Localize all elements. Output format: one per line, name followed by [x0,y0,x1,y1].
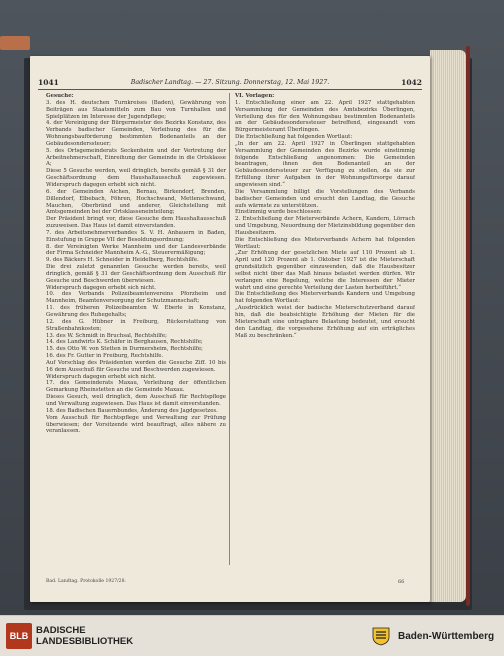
paragraph: 5. des Ortsgemeinderats Seckenheim und der Vertretung der Arbeitnehmerschaft, Einreihung der Gemeinde in die Ortsklasse A; [46,147,226,168]
page-header [38,75,422,89]
paragraph: 12. des G. Hübner in Freiburg, Rückerstattung von Straßenbahnkosten; [46,318,226,332]
paragraph: Vom Ausschuß für Rechtspflege und Verwaltung zur Prüfung überwiesen; der Vorsitzende wird beauftragt, alles nähere zu veranlassen. [46,414,226,435]
viewer-footer-bar [0,615,504,656]
page-edges [430,50,466,602]
paragraph: 2. Entschließung der Mieterverbände Achern, Kandern, Lörrach und Umgebung, Neuordnung der Mietzinsbildung gegenüber den Hausbesitzern. [235,216,415,236]
blb-name-line1: BADISCHE [36,625,86,636]
paragraph: „In der am 22. April 1927 in Überlingen stattgehabten Versammlung der Gemeinden des Bezirks wurde einstimmig folgende Entschließung angenommen: Die Gemeinden beantragen, ihnen den Bodenanteil an der Gebäudesonderssteuer zur Verfügung zu stellen, da sie zur Erfüllung ihrer Aufgaben in der Wohnungsfürsorge darauf angewiesen sind.“ [235,140,415,188]
paragraph: 6. der Gemeinden Aichen, Bernau, Birkendorf, Brenden, Dillendorf, Elbebach, Föhren, Hochschwand, Mettenschwand, Mauchen, Oberbränd und anderer, Gleichstellung mit Amtsgemeinden bei der Ortsklasseneinteilung; [46,188,226,216]
paragraph: 8. der Vereinigten Werke Mannheim und der Landesverbände der Firma Schneider Mannheim A.-G., Steuerermäßigung; [46,243,226,257]
baden-wuerttemberg-label[interactable]: Baden-Württemberg [398,631,495,642]
paragraph: Die Entschließung des Mieterverbands Achern hat folgenden Wortlaut: [235,236,415,250]
book-cover-edge [466,46,470,606]
page-number-left: 1041 [38,78,59,87]
paragraph: 14. des Landwirts K. Schäfer in Berghausen, Rechtshilfe; [46,339,203,346]
page-number-right: 1042 [401,78,422,87]
column-heading: Gesuche: [46,93,74,99]
paragraph: Widerspruch dagegen erhebt sich nicht. [46,284,157,291]
paragraph: 4. der Vereinigung der Bürgermeister des Bezirks Konstanz, des Verbands badischer Gemeinden, Verleihung des für die Wohnungsbauförderung bestimmten Bodenanteils an der Gebäudesonderssteuer; [46,120,226,147]
paragraph: Die Entschließung hat folgenden Wortlaut: [235,134,353,141]
left-column [46,93,226,573]
blb-name-line2: LANDESBIBLIOTHEK [36,636,134,647]
right-column [235,93,415,573]
running-head: Badischer Landtag. — 27. Sitzung. Donnerstag, 12. Mai 1927. [130,79,330,86]
paragraph: Die Entschließung des Mieterverbands Kandern und Umgebung hat folgenden Wortlaut: [235,291,415,305]
paragraph: 15. des Otto W. von Stetten in Durmersheim, Rechtshilfe; [46,346,203,353]
paragraph: Die drei zuletzt genannten Gesuche werden bereits, weil dringlich, gemäß § 31 der Geschäftsordnung dem Ausschuß für Gesuche und Beschwerden überwiesen. [46,264,226,284]
paragraph: 10. des Verbands Polizeibeamtenvereins Pforzheim und Mannheim, Beamtenversorgung der Schutzmannschaft; [46,291,226,305]
paragraph: „Ausdrücklich weist der badische Mieterschutzverband darauf hin, daß die beabsichtigte Erhöhung der Mieten für die Mieterschaft eine untragbare Belastung bedeutet, und ersucht den Landtag, die vorgesehene Erhöhung auf ein erträgliches Maß zu beschränken.“ [235,305,415,339]
paragraph: Widerspruch dagegen erhebt sich nicht. [46,373,157,380]
paragraph: „Zur Erhöhung der gesetzlichen Miete auf 110 Prozent ab 1. April und 120 Prozent ab 1. Oktober 1927 ist die Mieterschaft grundsätzlich gegenüber einzuwenden, daß die Hausbesitzer selbst nicht über das Maß hinaus belastet werden dürfen. Wir verlangen eine Regelung, welche die Interessen der Mieter wahrt und eine gerechte Verteilung der Lasten herbeiführt.“ [235,250,415,291]
column-divider [229,93,230,565]
paragraph: Diese 5 Gesuche werden, weil dringlich, bereits gemäß § 31 der Geschäftsordnung dem Haushaltausschuß zugewiesen. Widerspruch dagegen erhebt sich nicht. [46,168,226,188]
blb-institution-name[interactable] [36,625,133,647]
paragraph: Der Präsident bringt vor, diese Gesuche dem Haushaltausschuß zuzuweisen. Das Haus ist damit einverstanden. [46,216,226,230]
paragraph: Einstimmig wurde beschlossen: [235,209,322,216]
baden-wuerttemberg-crest-icon[interactable] [370,626,392,646]
paragraph: 17. des Gemeinderats Maxau, Verleihung der öffentlichen Gemarkung Rheinstetten an die Gemeinde Maxau. [46,380,226,394]
footer-signature: Bad. Landtag. Protokolle 1927/28. [46,579,126,584]
paragraph: 13. des W. Schmidt in Bruchsal, Rechtshilfe; [46,332,167,339]
bookmark-tab [0,36,30,50]
paragraph: 9. des Bäckers H. Schneider in Heidelberg, Rechtshilfe. [46,257,199,264]
footer-number: 66 [398,579,405,585]
paragraph: Dieses Gesuch, weil dringlich, dem Ausschuß für Rechtspflege und Verwaltung zugewiesen. Das Haus ist damit einverstanden. [46,394,226,407]
blb-logo[interactable]: BLB [6,623,32,649]
paragraph: 7. des Arbeitsnehmerverbandes S. V. H. Anbauern in Baden, Einstufung in Gruppe VII der Besoldungsordnung; [46,229,226,243]
paragraph: 16. des Fr. Gutter in Freiburg, Rechtshilfe. [46,353,164,360]
paragraph: Auf Vorschlag des Präsidenten werden die Gesuche Ziff. 10 bis 16 dem Ausschuß für Gesuche und Beschwerden zugewiesen. [46,359,226,373]
paragraph: 1. Entschließung einer am 22. April 1927 stattgehabten Versammlung der Gemeinden des Amtsbezirks Überlingen, Verteilung des für den Wohnungsbau bestimmten Bodenanteils an der Gebäudesonderssteuer betreffend, eingesandt vom Bürgermeisteramt Überlingen. [235,99,415,134]
paragraph: 11. des früheren Polizeibeamten W. Eberle in Konstanz, Gewährung des Ruhegehalts; [46,305,226,318]
paragraph: Die Versammlung billigt die Vorstellungen des Verbands badischer Gemeinden und ersucht den Landtag, die Gesuche aufs wärmste zu unterstützen. [235,188,415,209]
paragraph: 3. des H. deutschen Turnkreises (Baden), Gewährung von Beiträgen aus Staatsmitteln zum Bau von Turnhallen und Spielplätzen im Interesse der Jugendpflege; [46,99,226,120]
paragraph: 18. des Badischen Bauernbundes, Änderung des Jagdgesetzes. [46,407,218,414]
column-heading: VI. Vorlagen: [235,93,275,99]
header-rule [38,89,422,90]
